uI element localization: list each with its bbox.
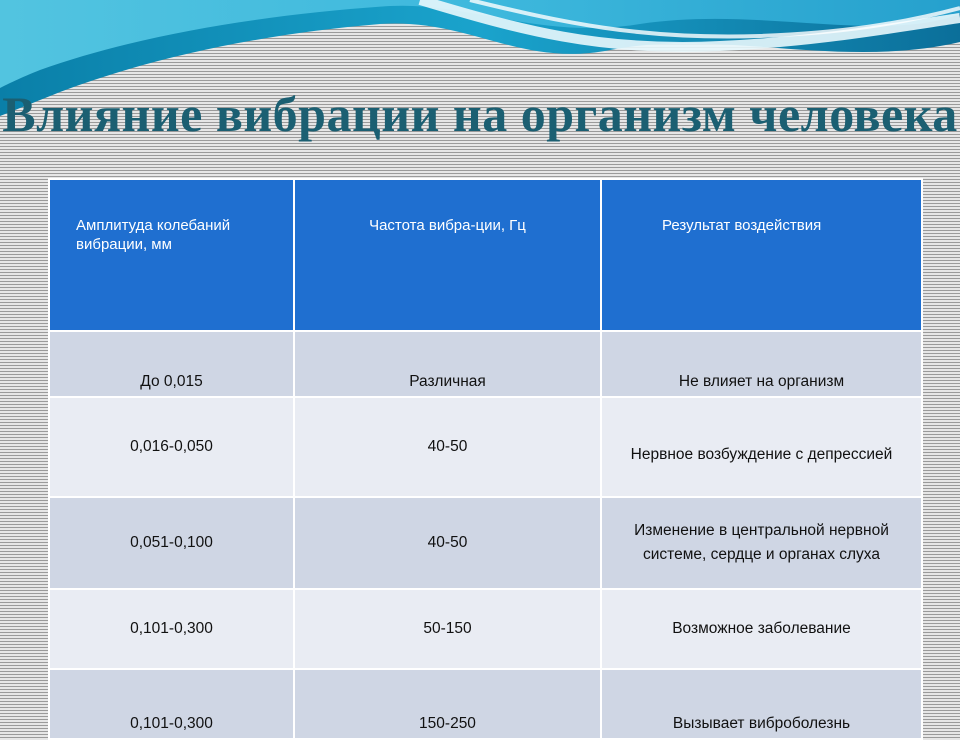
header-frequency: Частота вибра-ции, Гц (294, 179, 601, 331)
cell-amplitude: 0,051-0,100 (49, 497, 294, 589)
cell-result: Вызывает виброболезнь (601, 669, 922, 739)
table-row (49, 397, 922, 497)
table-row (49, 589, 922, 669)
cell-amplitude: 0,101-0,300 (49, 669, 294, 739)
table-header-row (49, 179, 922, 331)
cell-frequency: 40-50 (294, 397, 601, 497)
cell-amplitude: 0,101-0,300 (49, 589, 294, 669)
page-title: Влияние вибрации на организм человека (2, 86, 958, 142)
table-row (49, 331, 922, 397)
cell-frequency: 150-250 (294, 669, 601, 739)
cell-frequency: 40-50 (294, 497, 601, 589)
cell-amplitude: 0,016-0,050 (49, 397, 294, 497)
table-row (49, 669, 922, 739)
header-amplitude: Амплитуда колебаний вибрации, мм (49, 179, 294, 331)
cell-result: Нервное возбуждение с депрессией (601, 397, 922, 497)
vibration-table (48, 178, 921, 740)
cell-amplitude: До 0,015 (49, 331, 294, 397)
cell-frequency: Различная (294, 331, 601, 397)
cell-frequency: 50-150 (294, 589, 601, 669)
table-row (49, 497, 922, 589)
header-result: Результат воздействия (601, 179, 922, 331)
cell-result: Изменение в центральной нервной системе, сердце и органах слуха (601, 497, 922, 589)
cell-result: Возможное заболевание (601, 589, 922, 669)
cell-result: Не влияет на организм (601, 331, 922, 397)
